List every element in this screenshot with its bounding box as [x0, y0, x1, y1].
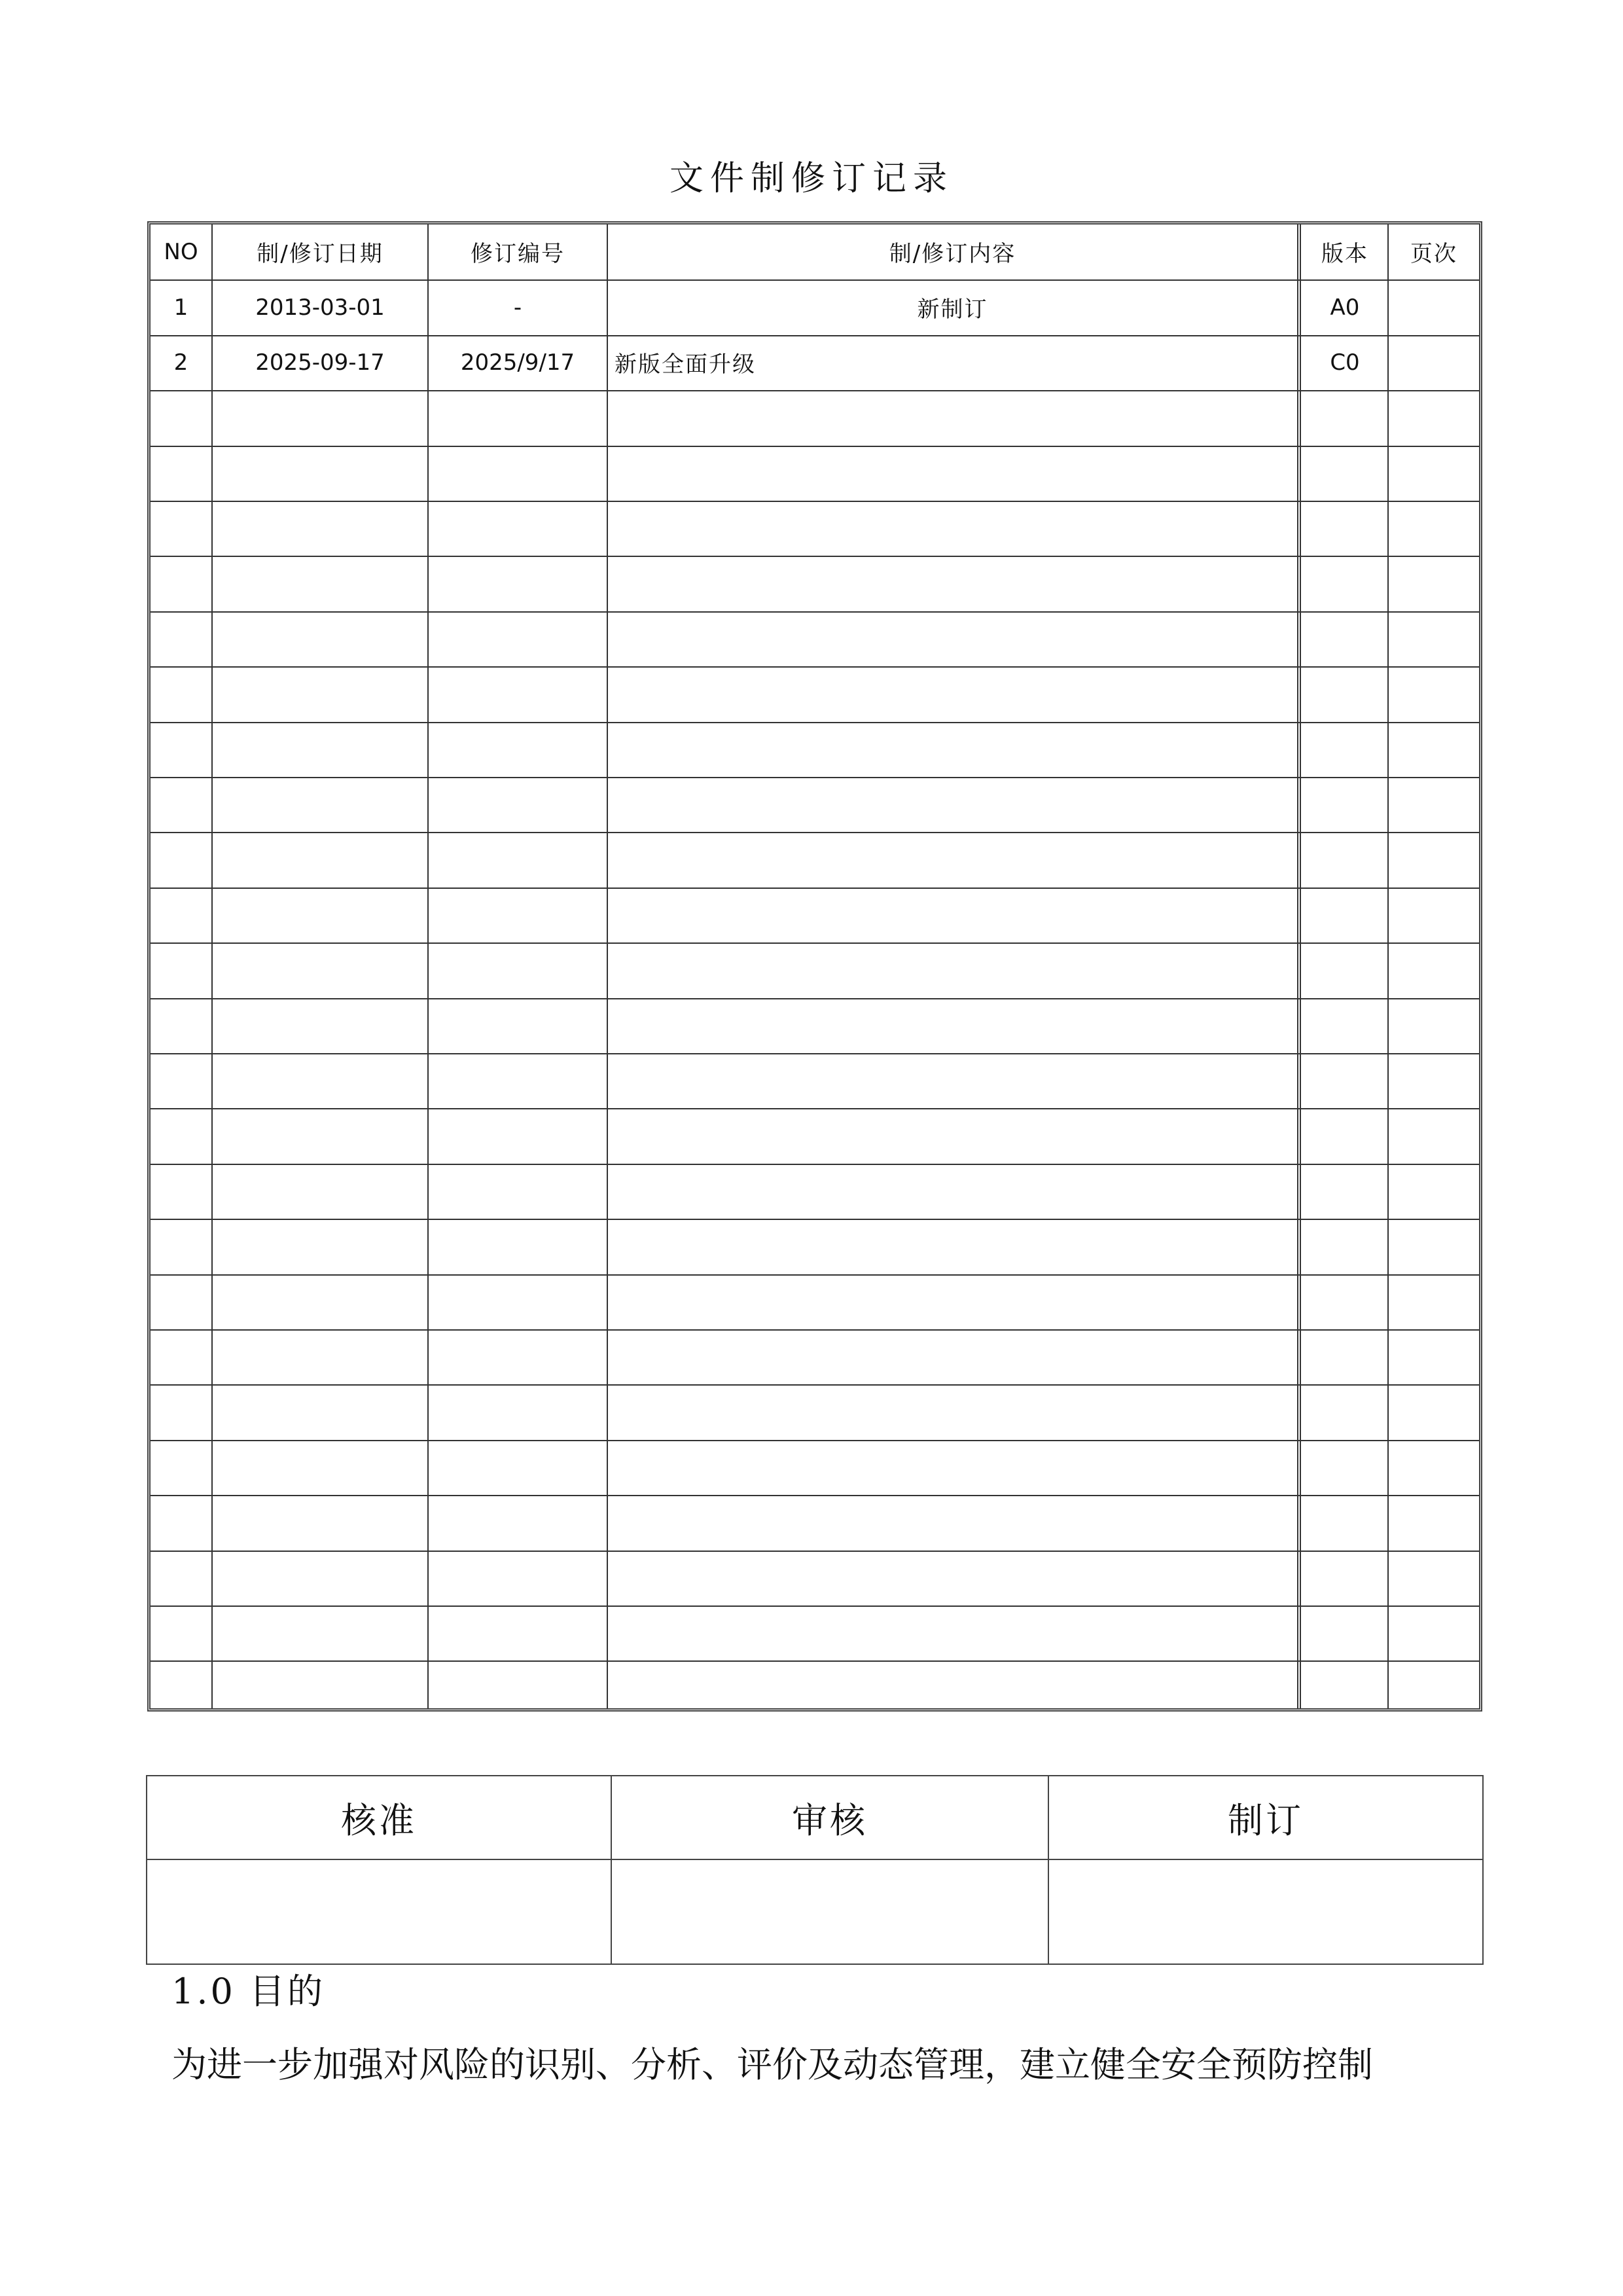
approve-signature-field[interactable]: [147, 1860, 611, 1964]
section-heading: 1.0 目的: [171, 1971, 326, 2012]
table-row-divider: [151, 335, 1479, 336]
table-row-divider: [151, 1274, 1479, 1276]
table-row-divider: [151, 1440, 1479, 1441]
table-row-divider: [151, 1219, 1479, 1220]
table-row-divider: [151, 390, 1479, 391]
review-label: 审核: [792, 1799, 868, 1841]
row-1-date: 2013-03-01: [255, 294, 385, 321]
author-signature-field[interactable]: [1049, 1860, 1482, 1964]
table-row-divider: [151, 446, 1479, 447]
header-content: 制/修订内容: [889, 241, 1016, 267]
table-row-divider: [151, 1660, 1479, 1662]
table-column-divider: [607, 224, 608, 1708]
table-row-divider: [151, 832, 1479, 833]
table-row-divider: [151, 279, 1479, 281]
table-row-divider: [151, 998, 1479, 999]
document-title: 文件制修订记录: [669, 159, 954, 198]
table-row-divider: [151, 611, 1479, 613]
table-row-divider: [151, 777, 1479, 778]
row-2-page: [1389, 335, 1479, 389]
table-row-divider: [151, 1495, 1479, 1496]
table-row-divider: [151, 1605, 1479, 1607]
header-version: 版本: [1321, 241, 1368, 267]
table-row-divider: [151, 1164, 1479, 1165]
table-row-divider: [151, 942, 1479, 944]
header-date: 制/修订日期: [257, 241, 383, 267]
row-1-page: [1389, 280, 1479, 334]
approval-table: [146, 1775, 1484, 1965]
row-1-no: 1: [173, 294, 188, 321]
table-row-divider: [151, 1384, 1479, 1386]
table-row-divider: [151, 1108, 1479, 1109]
row-1-content: 新制订: [917, 296, 988, 323]
approve-label: 核准: [341, 1799, 417, 1841]
table-row-divider: [151, 1053, 1479, 1054]
section-body-text: 为进一步加强对风险的识别、分析、评价及动态管理，建立健全安全预防控制: [171, 2044, 1373, 2085]
row-1-revision-number: -: [513, 294, 522, 321]
header-no: NO: [164, 238, 198, 265]
table-row-divider: [151, 556, 1479, 557]
table-row-divider: [151, 501, 1479, 502]
review-signature-field[interactable]: [612, 1860, 1048, 1964]
row-1-version: A0: [1330, 294, 1360, 321]
table-row-divider: [151, 1329, 1479, 1331]
author-label: 制订: [1228, 1799, 1304, 1841]
header-page: 页次: [1410, 241, 1457, 267]
table-column-divider: [211, 224, 213, 1708]
table-column-divider: [1297, 224, 1301, 1708]
table-row-divider: [151, 1551, 1479, 1552]
row-2-date: 2025-09-17: [255, 349, 385, 376]
table-column-divider: [1387, 224, 1389, 1708]
row-2-version: C0: [1330, 349, 1360, 376]
row-2-content: 新版全面升级: [615, 351, 756, 378]
table-row-divider: [151, 888, 1479, 889]
row-2-no: 2: [173, 349, 188, 376]
header-revision-number: 修订编号: [471, 241, 565, 267]
table-row-divider: [151, 722, 1479, 723]
revision-record-table: [147, 221, 1482, 1712]
table-column-divider: [427, 224, 429, 1708]
row-2-revision-number: 2025/9/17: [460, 349, 575, 376]
table-row-divider: [151, 666, 1479, 668]
